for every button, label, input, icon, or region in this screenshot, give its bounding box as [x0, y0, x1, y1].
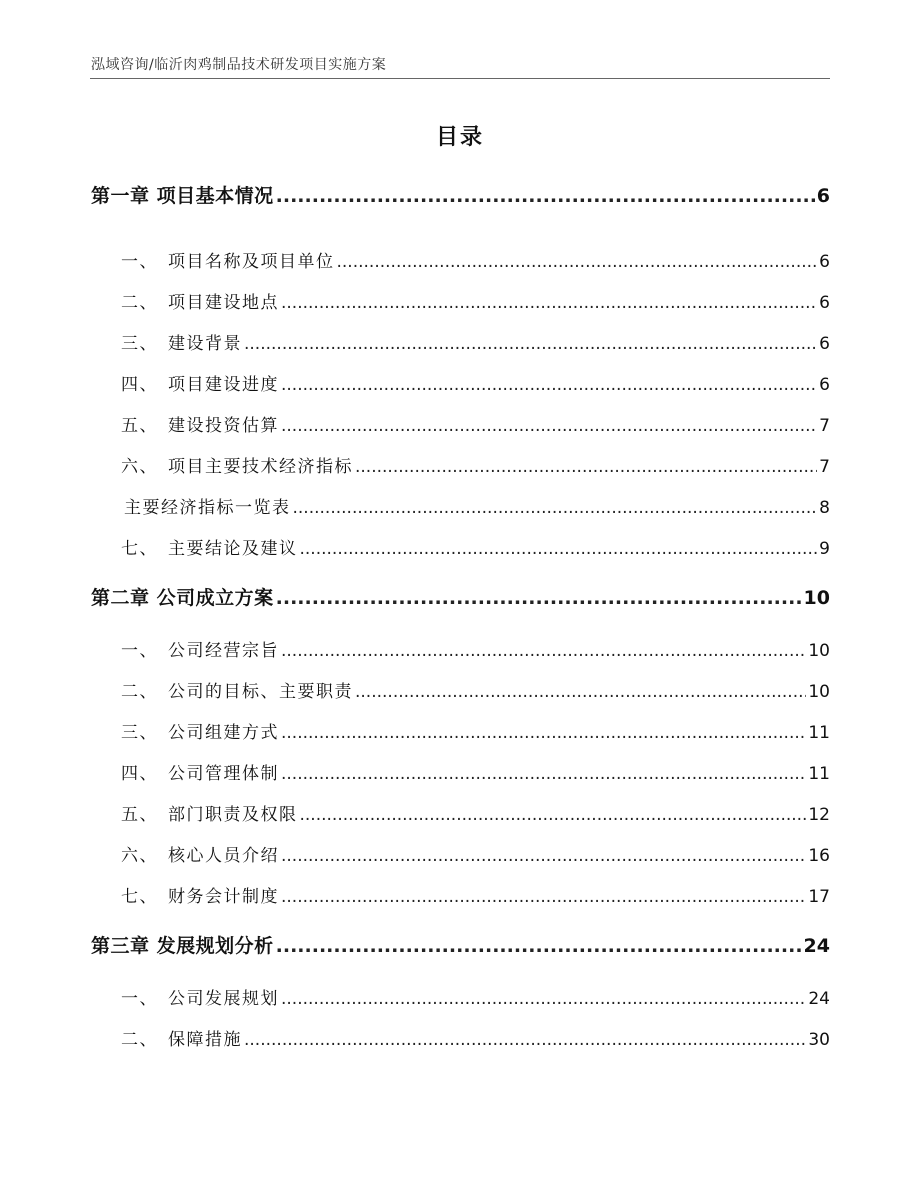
toc-entry-text: 建设背景	[168, 334, 242, 354]
toc-section-entry[interactable]	[91, 370, 830, 395]
toc-entry-label	[121, 841, 279, 866]
toc-section-entry[interactable]	[91, 411, 830, 436]
toc-entry-label	[121, 882, 279, 907]
toc-entry-number: 五、	[121, 416, 158, 436]
toc-entry-number: 七、	[121, 539, 158, 559]
toc-page-number: 6	[819, 334, 830, 354]
toc-entry-label	[121, 534, 298, 559]
toc-page-number: 17	[808, 887, 830, 907]
toc-dot-leader	[355, 457, 817, 477]
toc-entry-number: 六、	[121, 846, 158, 866]
toc-entry-label	[124, 493, 291, 518]
toc-page-number: 6	[819, 293, 830, 313]
toc-section-entry[interactable]	[91, 247, 830, 272]
toc-entry-number: 第二章	[91, 587, 150, 609]
toc-entry-text: 项目建设地点	[168, 293, 279, 313]
toc-entry-number: 二、	[121, 293, 158, 313]
toc-dot-leader	[300, 539, 818, 559]
toc-chapter-entry[interactable]	[91, 181, 830, 208]
toc-entry-number: 第三章	[91, 935, 150, 957]
toc-entry-text: 核心人员介绍	[168, 846, 279, 866]
toc-page-number: 6	[819, 252, 830, 272]
toc-title: 目录	[435, 125, 484, 150]
toc-section-entry[interactable]	[91, 452, 830, 477]
toc-section-entry[interactable]	[91, 534, 830, 559]
toc-section-entry[interactable]	[91, 718, 830, 743]
toc-entry-text: 公司的目标、主要职责	[168, 682, 353, 702]
toc-dot-leader	[276, 587, 802, 609]
toc-entry-number: 一、	[121, 252, 158, 272]
toc-entry-number: 一、	[121, 641, 158, 661]
toc-entry-label	[121, 247, 335, 272]
toc-dot-leader	[355, 682, 806, 702]
toc-entry-number: 四、	[121, 764, 158, 784]
toc-page-number: 8	[819, 498, 830, 518]
toc-page-number: 10	[808, 641, 830, 661]
toc-entry-text: 项目基本情况	[156, 185, 274, 207]
toc-section-entry[interactable]	[91, 882, 830, 907]
toc-page-number: 24	[803, 935, 830, 957]
toc-page-number: 9	[819, 539, 830, 559]
toc-section-entry[interactable]	[91, 759, 830, 784]
toc-entry-text: 公司管理体制	[168, 764, 279, 784]
toc-page-number: 16	[808, 846, 830, 866]
toc-dot-leader	[281, 293, 817, 313]
toc-entry-label	[91, 931, 274, 958]
toc-dot-leader	[276, 185, 815, 207]
toc-entry-label	[91, 583, 274, 610]
toc-entry-number: 六、	[121, 457, 158, 477]
toc-entry-number: 二、	[121, 682, 158, 702]
toc-entry-number: 四、	[121, 375, 158, 395]
toc-entry-text: 财务会计制度	[168, 887, 279, 907]
toc-entry-number: 一、	[121, 989, 158, 1009]
toc-entry-text: 部门职责及权限	[168, 805, 298, 825]
toc-page-number: 30	[808, 1030, 830, 1050]
toc-entry-text: 主要结论及建议	[168, 539, 298, 559]
toc-entry-label	[121, 329, 242, 354]
toc-page-number: 6	[819, 375, 830, 395]
toc-dot-leader	[281, 416, 817, 436]
toc-dot-leader	[281, 989, 806, 1009]
toc-page-number: 7	[819, 457, 830, 477]
toc-entry-label	[121, 984, 279, 1009]
toc-section-entry[interactable]	[91, 329, 830, 354]
toc-page-number: 24	[808, 989, 830, 1009]
toc-section-entry[interactable]	[91, 984, 830, 1009]
toc-entry-text: 项目主要技术经济指标	[168, 457, 353, 477]
toc-entry-number: 二、	[121, 1030, 158, 1050]
toc-dot-leader	[300, 805, 807, 825]
toc-dot-leader	[281, 887, 806, 907]
toc-section-entry[interactable]	[91, 636, 830, 661]
toc-page-number: 10	[808, 682, 830, 702]
toc-page-number: 6	[816, 185, 830, 207]
toc-page-number: 11	[808, 723, 830, 743]
toc-dot-leader	[244, 334, 817, 354]
toc-section-entry[interactable]	[91, 800, 830, 825]
toc-dot-leader	[281, 764, 806, 784]
toc-entry-label	[121, 800, 298, 825]
header-text: 泓域咨询/临沂肉鸡制品技术研发项目实施方案	[91, 57, 387, 73]
header-divider	[90, 78, 830, 79]
toc-dot-leader	[281, 846, 806, 866]
toc-dot-leader	[281, 375, 817, 395]
toc-section-entry[interactable]	[91, 841, 830, 866]
toc-entry-text: 公司组建方式	[168, 723, 279, 743]
toc-entry-label	[121, 288, 279, 313]
toc-entry-text: 项目名称及项目单位	[168, 252, 335, 272]
toc-chapter-entry[interactable]	[91, 583, 830, 610]
toc-entry-text: 发展规划分析	[156, 935, 274, 957]
toc-entry-text: 公司发展规划	[168, 989, 279, 1009]
toc-entry-text: 保障措施	[168, 1030, 242, 1050]
toc-entry-label	[121, 411, 279, 436]
toc-dot-leader	[281, 641, 806, 661]
toc-entry-text: 公司成立方案	[156, 587, 274, 609]
toc-dot-leader	[337, 252, 818, 272]
toc-page-number: 10	[803, 587, 830, 609]
toc-entry-label	[121, 1025, 242, 1050]
toc-dot-leader	[293, 498, 818, 518]
toc-chapter-entry[interactable]	[91, 931, 830, 958]
toc-entry-number: 三、	[121, 723, 158, 743]
toc-entry-number: 五、	[121, 805, 158, 825]
toc-entry-label	[121, 718, 279, 743]
toc-entry-text: 主要经济指标一览表	[124, 498, 291, 518]
toc-entry-label	[121, 677, 353, 702]
toc-entry-label	[121, 370, 279, 395]
toc-page-number: 12	[808, 805, 830, 825]
toc-entry-text: 建设投资估算	[168, 416, 279, 436]
toc-entry-label	[121, 636, 279, 661]
toc-entry-text: 公司经营宗旨	[168, 641, 279, 661]
toc-page-number: 7	[819, 416, 830, 436]
toc-section-entry[interactable]	[91, 677, 830, 702]
toc-entry-number: 三、	[121, 334, 158, 354]
toc-entry-number: 七、	[121, 887, 158, 907]
toc-section-entry[interactable]	[91, 493, 830, 518]
toc-dot-leader	[281, 723, 806, 743]
toc-entry-number: 第一章	[91, 185, 150, 207]
toc-section-entry[interactable]	[91, 1025, 830, 1050]
toc-dot-leader	[276, 935, 802, 957]
toc-entry-label	[121, 759, 279, 784]
toc-entry-text: 项目建设进度	[168, 375, 279, 395]
toc-dot-leader	[244, 1030, 806, 1050]
toc-section-entry[interactable]	[91, 288, 830, 313]
toc-entry-label	[91, 181, 274, 208]
toc-page-number: 11	[808, 764, 830, 784]
toc-entry-label	[121, 452, 353, 477]
